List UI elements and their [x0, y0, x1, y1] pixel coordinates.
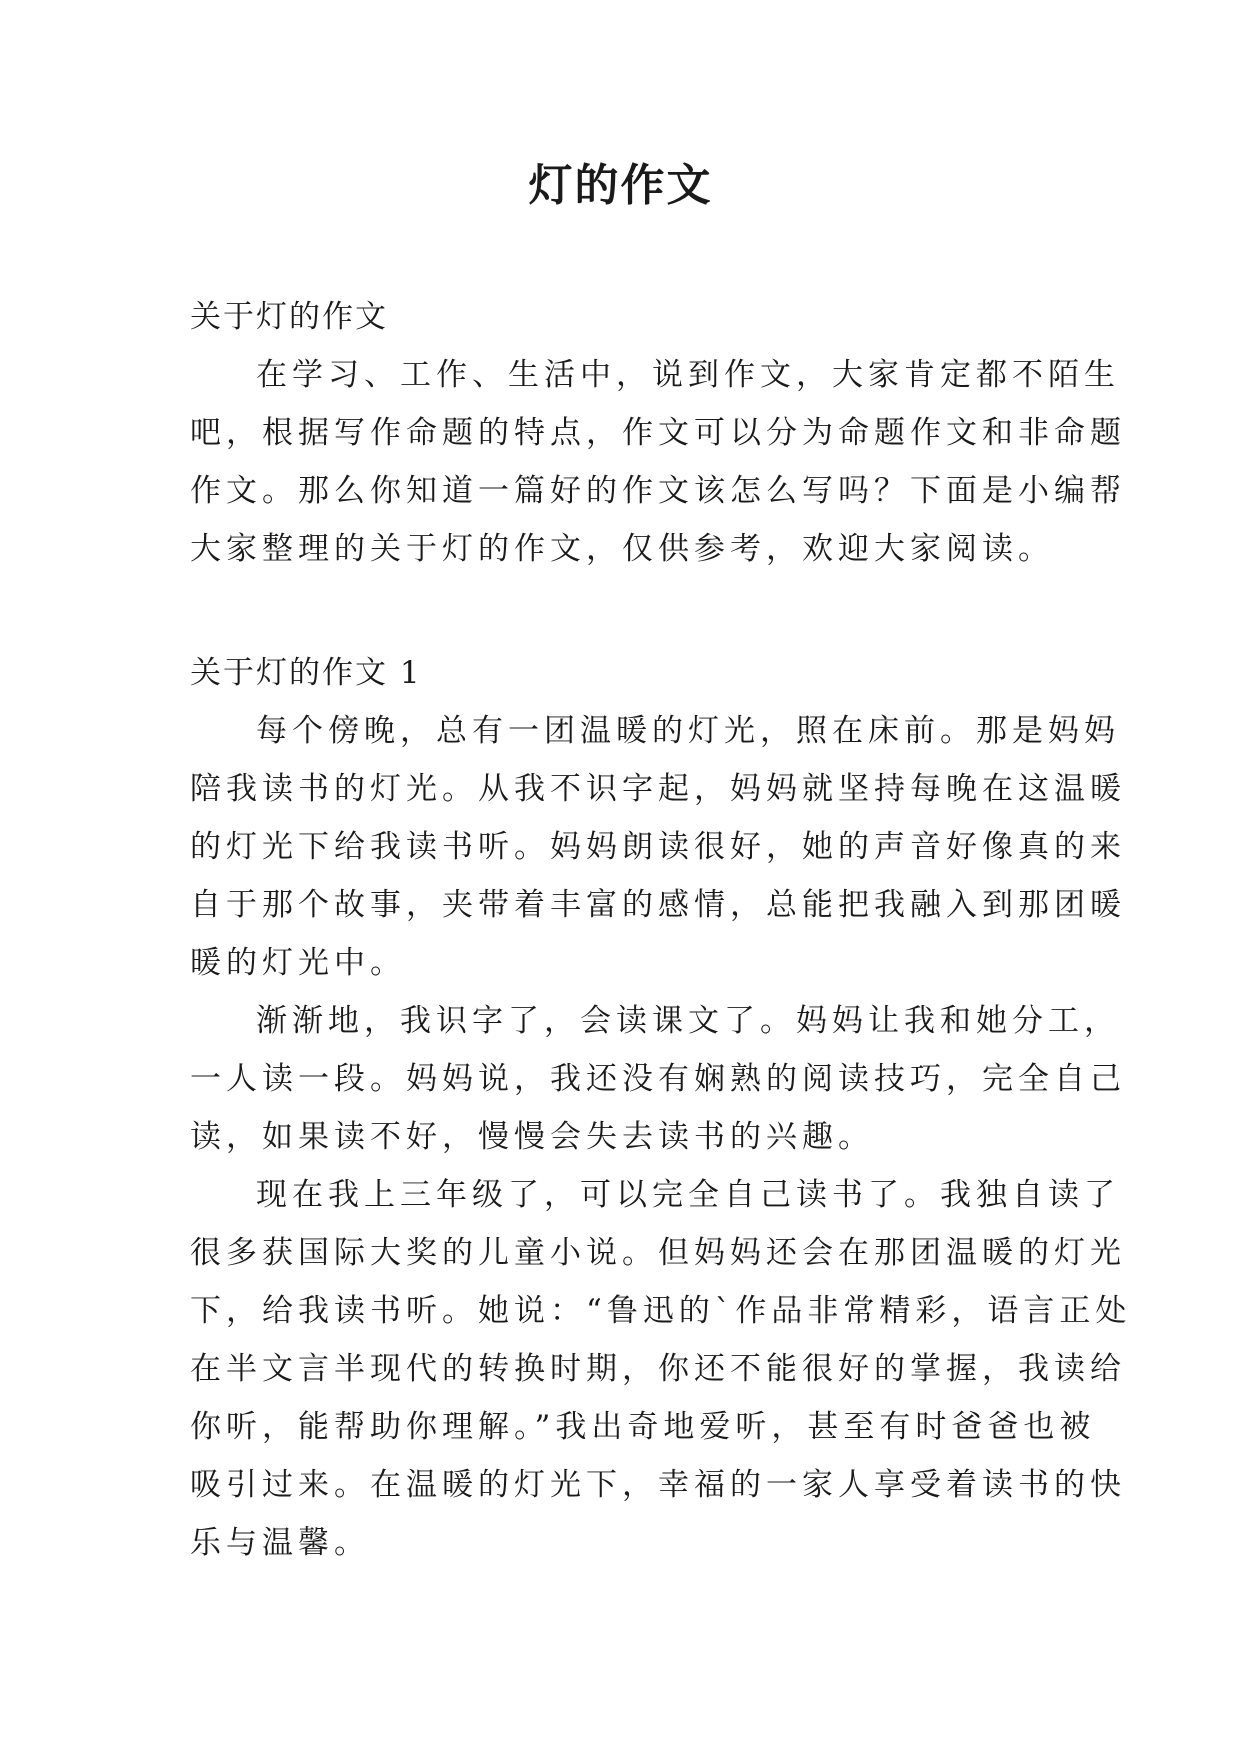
paragraph-line: 陪我读书的灯光。从我不识字起，妈妈就坚持每晚在这温暖: [190, 771, 1126, 807]
paragraph-line: 自于那个故事，夹带着丰富的感情，总能把我融入到那团暖: [190, 887, 1126, 923]
paragraph-line: 在学习、工作、生活中，说到作文，大家肯定都不陌生: [256, 357, 1120, 393]
essay1-paragraph-3: [190, 1166, 1132, 1572]
essay1-paragraph-2: [190, 992, 1126, 1166]
paragraph-line: 乐与温馨。: [190, 1525, 370, 1561]
paragraph-line: 读，如果读不好，慢慢会失去读书的兴趣。: [190, 1119, 874, 1155]
paragraph-line: 每个傍晚，总有一团温暖的灯光，照在床前。那是妈妈: [256, 713, 1120, 749]
document-body: [190, 288, 1132, 1572]
paragraph-line: 大家整理的关于灯的作文，仅供参考，欢迎大家阅读。: [190, 531, 1054, 567]
paragraph-line: 你听，能帮助你理解。”我出奇地爱听，甚至有时爸爸也被: [190, 1409, 1096, 1445]
section-spacer: [190, 578, 1060, 644]
paragraph-line: 渐渐地，我识字了，会读课文了。妈妈让我和她分工，: [256, 1003, 1120, 1039]
paragraph-line: 很多获国际大奖的儿童小说。但妈妈还会在那团温暖的灯光: [190, 1235, 1126, 1271]
paragraph-line: 的灯光下给我读书听。妈妈朗读很好，她的声音好像真的来: [190, 829, 1126, 865]
essay1-paragraph-1: [190, 702, 1126, 992]
paragraph-line: 暖的灯光中。: [190, 945, 406, 981]
paragraph-line: 下，给我读书听。她说：“鲁迅的`作品非常精彩，语言正处: [190, 1293, 1132, 1329]
essay1-heading: 关于灯的作文 1: [190, 655, 422, 691]
paragraph-line: 现在我上三年级了，可以完全自己读书了。我独自读了: [256, 1177, 1120, 1213]
intro-heading: 关于灯的作文: [190, 299, 388, 335]
paragraph-line: 作文。那么你知道一篇好的作文该怎么写吗？下面是小编帮: [190, 473, 1126, 509]
paragraph-line: 在半文言半现代的转换时期，你还不能很好的掌握，我读给: [190, 1351, 1126, 1387]
paragraph-line: 吸引过来。在温暖的灯光下，幸福的一家人享受着读书的快: [190, 1467, 1126, 1503]
paragraph-line: 一人读一段。妈妈说，我还没有娴熟的阅读技巧，完全自己: [190, 1061, 1126, 1097]
paragraph-line: 吧，根据写作命题的特点，作文可以分为命题作文和非命题: [190, 415, 1126, 451]
intro-paragraph: [190, 346, 1126, 578]
page-title: 灯的作文: [528, 160, 713, 211]
